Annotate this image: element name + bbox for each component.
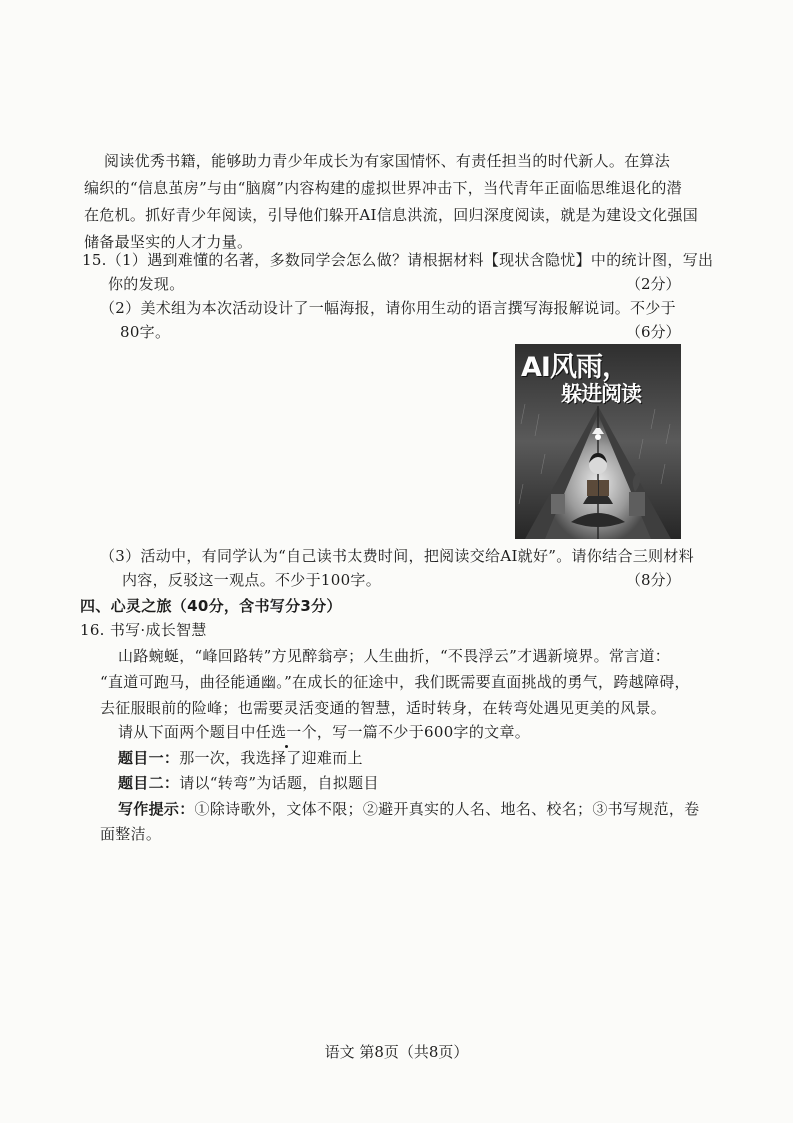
intro-line-1: 阅读优秀书籍，能够助力青少年成长为有家国情怀、有责任担当的时代新人。在算法 [104, 152, 671, 170]
q16-topic-1-text: 那一次，我选择了迎难而上 [179, 749, 363, 767]
q15-part1-line2: 你的发现。 [108, 275, 185, 293]
poster-title-line2: 躲进阅读 [561, 382, 641, 406]
q15-part1-score: （2分） [626, 275, 681, 293]
page-footer: 语文 第8页（共8页） [324, 1043, 469, 1061]
intro-line-3: 在危机。抓好青少年阅读，引导他们躲开AI信息洪流，回归深度阅读，就是为建设文化强国 [84, 206, 699, 224]
q16-instruction-pre: 请从下面两个题目中 [118, 723, 256, 741]
q16-topic-2 [118, 772, 379, 794]
intro-line-4: 储备最坚实的人才力量。 [84, 233, 253, 251]
q16-tips-line1 [118, 798, 699, 820]
q15-part2-line1: （2）美术组为本次活动设计了一幅海报，请你用生动的语言撰写海报解说词。不少于 [100, 299, 676, 317]
q15-part3-line1: （3）活动中，有同学认为“自己读书太费时间，把阅读交给AI就好”。请你结合三则材料 [100, 547, 694, 565]
section-4-heading: 四、心灵之旅（40分，含书写分3分） [80, 597, 342, 615]
q16-instruction [118, 721, 530, 743]
poster-title-line1: AI风雨， [521, 352, 628, 383]
q16-tips-text-1: ①除诗歌外，文体不限；②避开真实的人名、地名、校名；③书写规范，卷 [194, 800, 700, 818]
q16-topic-2-text: 请以“转弯”为话题，自拟题目 [179, 774, 379, 792]
q16-body-line3: 去征服眼前的险峰；也需要灵活变通的智慧，适时转身，在转弯处遇见更美的风景。 [100, 699, 667, 717]
q16-tips-label: 写作提示： [118, 800, 195, 818]
activity-poster-image [515, 344, 681, 539]
q15-part2-score: （6分） [626, 323, 681, 341]
q15-part3-line2: 内容，反驳这一观点。不少于100字。 [122, 571, 382, 589]
q15-part2-line2: 80字。 [120, 323, 171, 341]
q15-part3-score: （8分） [626, 571, 681, 589]
q16-title: 16. 书写·成长智慧 [80, 621, 207, 639]
q16-topic-1 [118, 747, 363, 769]
q16-topic-1-label: 题目一： [118, 749, 180, 767]
q16-body-line2: “直道可跑马，曲径能通幽。”在成长的征途中，我们既需要直面挑战的勇气，跨越障碍， [100, 673, 690, 691]
q16-body-line1: 山路蜿蜒，“峰回路转”方见醉翁亭；人生曲折，“不畏浮云”才遇新境界。常言道： [118, 647, 671, 665]
intro-line-2: 编织的“信息茧房”与由“脑腐”内容构建的虚拟世界冲击下，当代青年正面临思维退化的潜 [84, 179, 682, 197]
q16-instruction-post: ，写一篇不少于600字的文章。 [316, 723, 531, 741]
q15-part1-line1: 15.（1）遇到难懂的名著，多数同学会怎么做？请根据材料【现状含隐忧】中的统计图，写出 [82, 251, 714, 269]
q16-topic-2-label: 题目二： [118, 774, 180, 792]
q16-tips-line2: 面整洁。 [100, 825, 162, 843]
q16-instruction-emphasis: 任选一个 [255, 723, 317, 741]
